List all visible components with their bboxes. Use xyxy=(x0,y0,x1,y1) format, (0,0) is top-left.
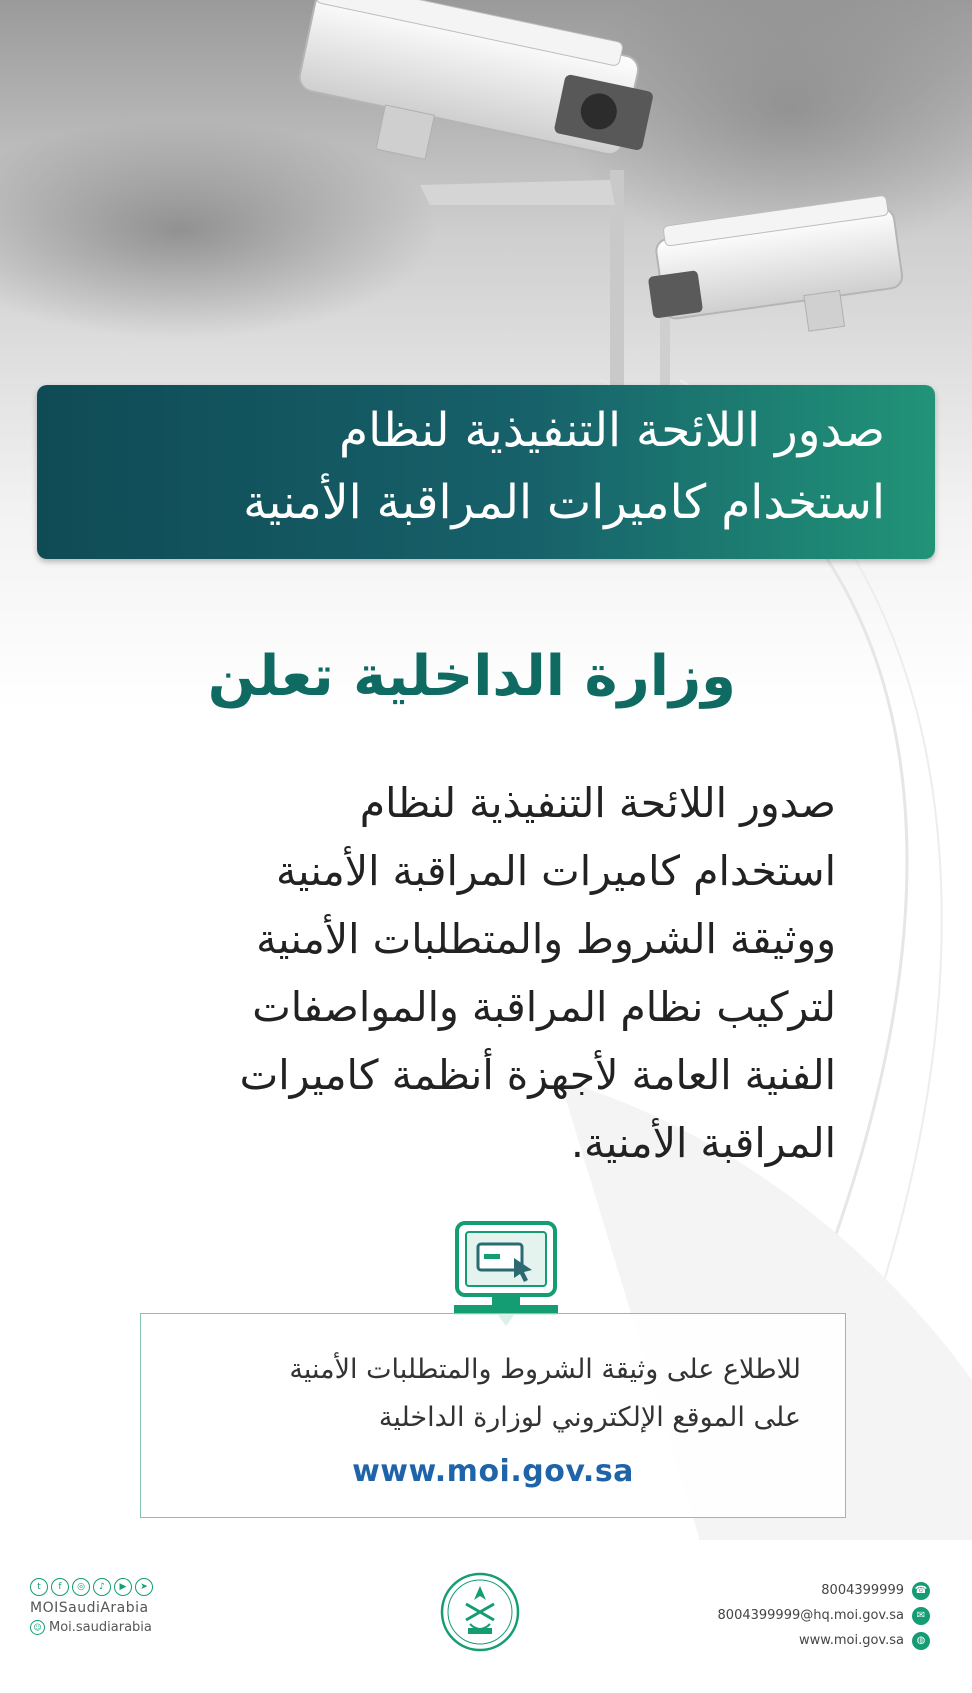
website-link[interactable]: www.moi.gov.sa xyxy=(352,1454,634,1489)
phone-icon: ☎ xyxy=(912,1582,930,1600)
instagram-icon[interactable]: ◎ xyxy=(72,1578,90,1596)
title-line-2: استخدام كاميرات المراقبة الأمنية xyxy=(243,475,885,530)
email-icon: ✉ xyxy=(912,1607,930,1625)
ministry-emblem xyxy=(440,1572,520,1652)
snapchat-handle: Moi.saudiarabia xyxy=(49,1620,152,1635)
globe-icon: ◍ xyxy=(912,1632,930,1650)
body-line: الفنية العامة لأجهزة أنظمة كاميرات xyxy=(239,1051,836,1099)
social-block xyxy=(30,1578,153,1635)
social-icons xyxy=(30,1578,153,1596)
email-address: 8004399999@hq.moi.gov.sa xyxy=(717,1608,904,1623)
announcement-body xyxy=(120,769,836,1177)
phone-row xyxy=(718,1578,930,1603)
info-line-1: للاطلاع على وثيقة الشروط والمتطلبات الأمنية xyxy=(289,1354,801,1385)
youtube-icon[interactable]: ▶ xyxy=(114,1578,132,1596)
title-banner xyxy=(37,385,935,559)
body-line: لتركيب نظام المراقبة والمواصفات xyxy=(252,983,836,1031)
contact-block xyxy=(718,1578,930,1653)
website-row xyxy=(718,1628,930,1653)
body-line: المراقبة الأمنية. xyxy=(570,1119,836,1167)
body-line: استخدام كاميرات المراقبة الأمنية xyxy=(276,847,836,895)
tiktok-icon[interactable]: ♪ xyxy=(93,1578,111,1596)
body-line: صدور اللائحة التنفيذية لنظام xyxy=(359,779,836,827)
telegram-icon[interactable]: ➤ xyxy=(135,1578,153,1596)
snapchat-row xyxy=(30,1620,153,1635)
announcement-heading: وزارة الداخلية تعلن xyxy=(207,644,736,709)
info-box xyxy=(140,1313,846,1518)
title-line-1: صدور اللائحة التنفيذية لنظام xyxy=(339,403,885,458)
facebook-icon[interactable]: f xyxy=(51,1578,69,1596)
camera-large xyxy=(288,0,663,203)
snapchat-icon[interactable]: ☺ xyxy=(30,1620,45,1635)
email-row xyxy=(718,1603,930,1628)
body-line: ووثيقة الشروط والمتطلبات الأمنية xyxy=(256,915,836,963)
phone-number: 8004399999 xyxy=(821,1583,904,1598)
social-handle: MOISaudiArabia xyxy=(30,1600,149,1616)
website-address[interactable]: www.moi.gov.sa xyxy=(799,1633,904,1648)
camera-small xyxy=(641,194,908,352)
security-camera-illustration xyxy=(0,0,972,400)
info-line-2: على الموقع الإلكتروني لوزارة الداخلية xyxy=(378,1402,801,1433)
twitter-icon[interactable]: t xyxy=(30,1578,48,1596)
